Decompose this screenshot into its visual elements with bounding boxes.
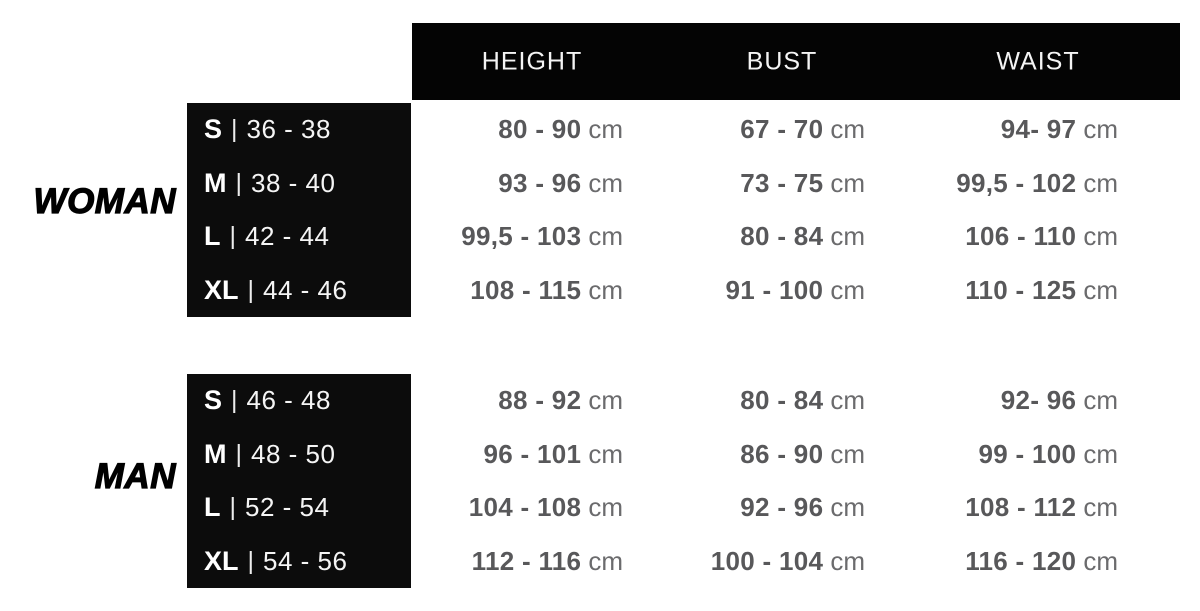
woman-rows [0, 103, 1200, 317]
waist-value: 108 - 112 [965, 492, 1077, 523]
unit-label: cm [1083, 492, 1118, 523]
table-row-man-l [0, 481, 1200, 535]
table-header-bar [412, 23, 1180, 100]
size-separator: | [235, 439, 242, 468]
height-value: 99,5 - 103 [461, 221, 582, 252]
bust-value: 80 - 84 [740, 221, 824, 252]
size-separator: | [235, 168, 242, 197]
size-cell [204, 374, 331, 428]
column-header-bust: BUST [746, 47, 818, 75]
unit-label: cm [588, 274, 623, 305]
unit-label: cm [1083, 545, 1118, 576]
size-separator: | [247, 275, 255, 304]
unit-label: cm [830, 385, 865, 416]
size-separator: | [231, 386, 238, 415]
table-row-woman-s [0, 103, 1200, 157]
column-header-waist: WAIST [996, 47, 1080, 75]
unit-label: cm [588, 221, 623, 252]
size-cell [204, 210, 329, 264]
unit-label: cm [588, 492, 623, 523]
bust-value: 67 - 70 [740, 114, 824, 145]
unit-label: cm [1083, 114, 1118, 145]
table-row-woman-l [0, 210, 1200, 264]
waist-value: 99 - 100 [978, 438, 1077, 469]
unit-label: cm [1083, 274, 1118, 305]
height-value: 80 - 90 [498, 114, 582, 145]
unit-label: cm [830, 167, 865, 198]
waist-value: 116 - 120 [965, 545, 1077, 576]
waist-value-cell [818, 428, 1118, 482]
size-range: 54 - 56 [263, 545, 348, 576]
height-value: 112 - 116 [471, 545, 582, 576]
bust-value: 80 - 84 [740, 385, 824, 416]
size-separator: | [229, 493, 236, 522]
unit-label: cm [1083, 221, 1118, 252]
unit-label: cm [588, 438, 623, 469]
unit-label: cm [830, 221, 865, 252]
unit-label: cm [830, 492, 865, 523]
bust-value: 100 - 104 [710, 545, 824, 576]
unit-label: cm [1083, 438, 1118, 469]
size-range: 44 - 46 [263, 274, 348, 305]
section-label-woman: WOMAN [33, 182, 176, 221]
height-value: 88 - 92 [498, 385, 582, 416]
size-cell [204, 428, 335, 482]
table-row-man-m [0, 428, 1200, 482]
table-row-woman-m [0, 157, 1200, 211]
size-separator: | [231, 115, 238, 144]
unit-label: cm [830, 438, 865, 469]
unit-label: cm [588, 385, 623, 416]
waist-value: 94- 97 [1000, 114, 1077, 145]
waist-value-cell [818, 535, 1118, 589]
unit-label: cm [588, 167, 623, 198]
unit-label: cm [588, 545, 623, 576]
waist-value-cell [818, 103, 1118, 157]
section-label-man: MAN [94, 457, 176, 496]
waist-value: 92- 96 [1000, 385, 1077, 416]
size-separator: | [229, 222, 236, 251]
size-separator: | [247, 546, 255, 575]
waist-value-cell [818, 374, 1118, 428]
column-header-height: HEIGHT [481, 47, 583, 75]
waist-value-cell [818, 210, 1118, 264]
size-letter: M [204, 167, 227, 198]
unit-label: cm [830, 114, 865, 145]
unit-label: cm [830, 274, 865, 305]
size-range: 48 - 50 [251, 438, 336, 469]
bust-value: 92 - 96 [740, 492, 824, 523]
size-cell [204, 103, 331, 157]
waist-value-cell [818, 264, 1118, 318]
unit-label: cm [1083, 167, 1118, 198]
bust-value: 86 - 90 [740, 438, 824, 469]
table-row-woman-xl [0, 264, 1200, 318]
size-range: 46 - 48 [246, 385, 331, 416]
size-letter: S [204, 385, 223, 416]
height-value: 104 - 108 [468, 492, 582, 523]
size-letter: XL [204, 274, 239, 305]
size-letter: XL [204, 545, 239, 576]
size-range: 52 - 54 [245, 492, 330, 523]
waist-value: 106 - 110 [965, 221, 1077, 252]
height-value: 108 - 115 [470, 274, 582, 305]
bust-value: 73 - 75 [740, 167, 824, 198]
height-value: 93 - 96 [498, 167, 582, 198]
size-range: 38 - 40 [251, 167, 336, 198]
bust-value: 91 - 100 [725, 274, 824, 305]
waist-value-cell [818, 481, 1118, 535]
table-row-man-xl [0, 535, 1200, 589]
size-cell [204, 481, 329, 535]
size-letter: S [204, 114, 223, 145]
size-letter: L [204, 221, 221, 252]
size-cell [204, 157, 335, 211]
height-value: 96 - 101 [483, 438, 582, 469]
size-range: 42 - 44 [245, 221, 330, 252]
unit-label: cm [1083, 385, 1118, 416]
size-letter: M [204, 438, 227, 469]
waist-value: 110 - 125 [965, 274, 1077, 305]
waist-value: 99,5 - 102 [956, 167, 1077, 198]
table-row-man-s [0, 374, 1200, 428]
man-rows [0, 374, 1200, 588]
unit-label: cm [588, 114, 623, 145]
size-letter: L [204, 492, 221, 523]
size-range: 36 - 38 [246, 114, 331, 145]
waist-value-cell [818, 157, 1118, 211]
unit-label: cm [830, 545, 865, 576]
